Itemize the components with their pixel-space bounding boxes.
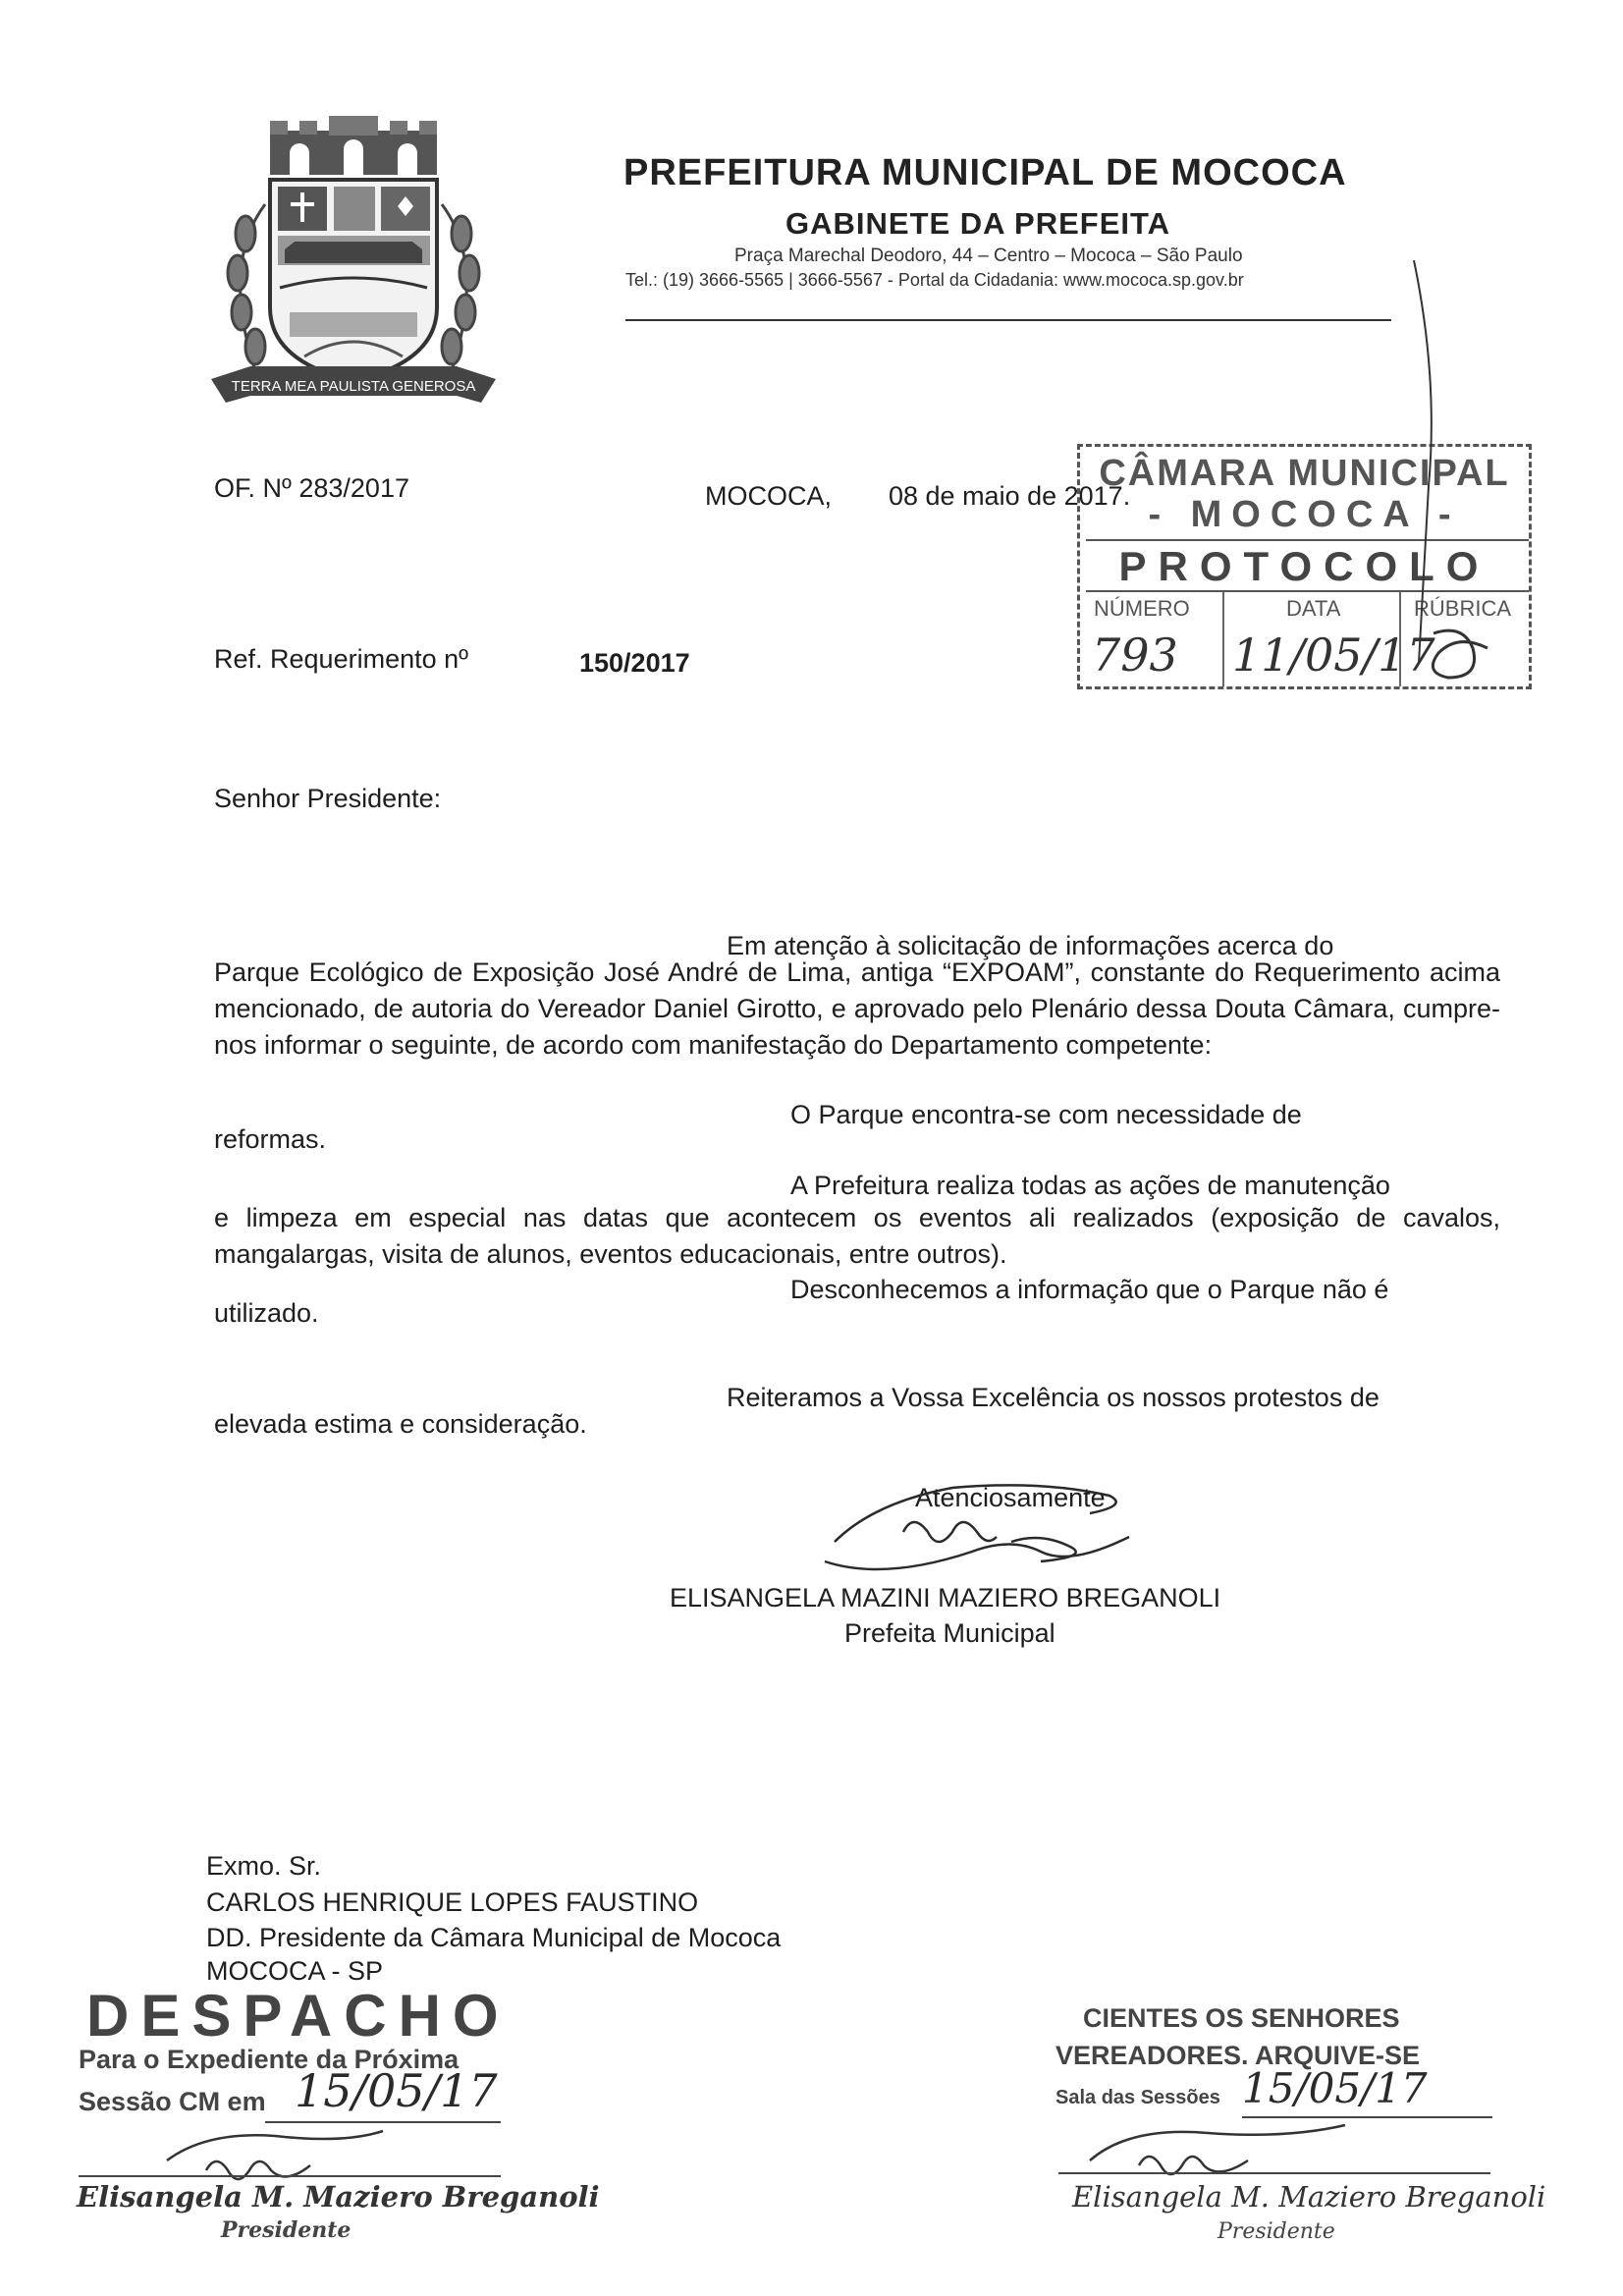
despacho-line2: Sessão CM em [79, 2087, 266, 2116]
paragraph-2-lead: O Parque encontra-se com necessidade de [790, 1100, 1302, 1129]
despacho-line1: Para o Expediente da Próxima [79, 2045, 460, 2074]
protocol-stamp-line1: CÂMARA MUNICIPAL [1099, 453, 1510, 494]
despacho-hand-date: 15/05/17 [295, 2064, 498, 2117]
stamp-col-numero: NÚMERO [1094, 596, 1190, 621]
paragraph-4: utilizado. [214, 1298, 319, 1328]
letter-date: 08 de maio de 2017. [889, 481, 1131, 511]
stamp-hand-number: 793 [1092, 629, 1178, 682]
addressee-city: MOCOCA - SP [206, 1956, 384, 1986]
stamp-col-data: DATA [1286, 596, 1341, 621]
stamp-hand-date: 11/05/17 [1232, 629, 1435, 682]
ciente-line1: CIENTES OS SENHORES [1083, 2003, 1400, 2033]
municipal-crest [196, 116, 511, 440]
signer-role: Prefeita Municipal [844, 1618, 1055, 1648]
despacho-role: Presidente [221, 2217, 352, 2243]
paragraph-1: Parque Ecológico de Exposição José André de Lima, antiga “EXPOAM”, constante do Requerimento acima mencionado, de autoria do Vereador Daniel Girotto, e aprovado pelo Plenário dessa Douta Câmara, cumpre-nos informar o seguinte, de acordo com manifestação do Departamento competente: [214, 957, 1500, 1060]
stamp-divider [1086, 590, 1529, 592]
paragraph-4-lead: Desconhecemos a informação que o Parque não é [790, 1275, 1389, 1304]
header-title: PREFEITURA MUNICIPAL DE MOCOCA [623, 152, 1347, 193]
addressee-position: DD. Presidente da Câmara Municipal de Mococa [206, 1923, 782, 1952]
paragraph-2: reformas. [214, 1124, 327, 1154]
closing: Atenciosamente [915, 1483, 1106, 1512]
addressee-name: CARLOS HENRIQUE LOPES FAUSTINO [206, 1887, 699, 1917]
salutation: Senhor Presidente: [214, 784, 442, 813]
paragraph-3: e limpeza em especial nas datas que acontecem os eventos ali realizados (exposição de cavalos, mangalargas, visita de alunos, eventos educacionais, entre outros). [214, 1203, 1500, 1269]
protocol-stamp-title: PROTOCOLO [1118, 543, 1490, 589]
protocol-stamp [1077, 444, 1532, 689]
paragraph-3-lead: A Prefeitura realiza todas as ações de manutenção [790, 1171, 1390, 1200]
stamp-divider [1086, 539, 1529, 541]
header-address: Praça Marechal Deodoro, 44 – Centro – Mococa – São Paulo [734, 246, 1243, 266]
pen-stroke-icon [1404, 260, 1443, 673]
crest-icon [196, 116, 511, 440]
stamp-col-rubrica: RÚBRICA [1414, 596, 1512, 621]
paragraph-5: elevada estima e consideração. [214, 1409, 587, 1439]
letter-place: MOCOCA, [705, 481, 833, 511]
ciente-signer: Elisangela M. Maziero Breganoli [1072, 2180, 1546, 2214]
ciente-hand-date: 15/05/17 [1242, 2064, 1428, 2112]
crest-motto: TERRA MEA PAULISTA GENEROSA [231, 378, 476, 395]
addressee-greeting: Exmo. Sr. [206, 1851, 322, 1881]
paragraph-5-lead: Reiteramos a Vossa Excelência os nossos protestos de [727, 1383, 1380, 1412]
despacho-title: DESPACHO [86, 1983, 511, 2049]
ref-number: 150/2017 [579, 648, 690, 678]
signer-name: ELISANGELA MAZINI MAZIERO BREGANOLI [670, 1583, 1221, 1613]
stamp-divider [1222, 592, 1224, 686]
signature-icon [805, 1473, 1178, 1581]
header-phone: Tel.: (19) 3666-5565 | 3666-5567 - Portal da Cidadania: www.mococa.sp.gov.br [625, 270, 1244, 290]
despacho-signer: Elisangela M. Maziero Breganoli [77, 2180, 600, 2214]
office-number: OF. Nº 283/2017 [214, 473, 409, 503]
ciente-line2: VEREADORES. ARQUIVE-SE [1055, 2041, 1421, 2070]
paragraph-1-lead: Em atenção à solicitação de informações acerca do [727, 931, 1334, 960]
despacho-sign-line [79, 2175, 501, 2177]
header-divider [625, 319, 1391, 321]
ref-label: Ref. Requerimento nº [214, 644, 468, 674]
ciente-line3: Sala das Sessões [1055, 2087, 1220, 2108]
protocol-stamp-line2: - MOCOCA - [1148, 494, 1461, 535]
header-subtitle: GABINETE DA PREFEITA [785, 206, 1171, 241]
ciente-sign-line [1058, 2172, 1490, 2174]
ciente-role: Presidente [1217, 2219, 1335, 2244]
ciente-signature-icon [1070, 2116, 1365, 2185]
